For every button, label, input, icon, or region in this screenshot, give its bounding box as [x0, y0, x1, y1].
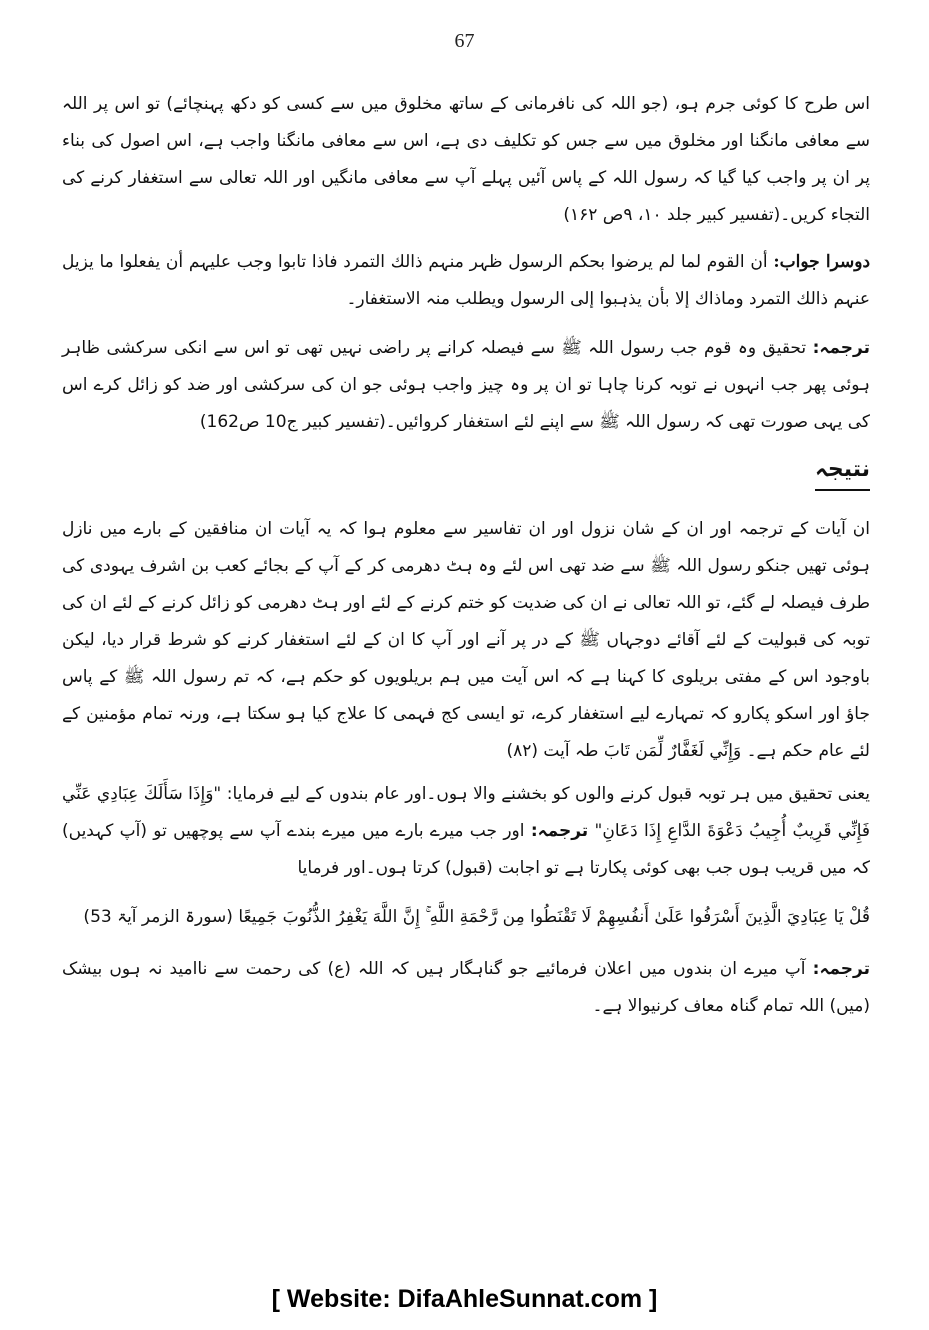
translation-label: ترجمہ:: [812, 338, 870, 358]
zumar-ayah-reference: (سورۃ الزمر آیۃ 53): [83, 907, 233, 927]
zumar-ayah-text: قُلْ يَا عِبَادِيَ الَّذِينَ أَسْرَفُوا عَلَىٰ أَنفُسِهِمْ لَا تَقْنَطُوا مِن رَّحْمَةِ اللَّهِ ۚ إِنَّ اللَّهَ يَغْفِرُ الذُّنُوبَ جَمِيعًا: [238, 907, 870, 927]
forgiveness-translation: اور جب میرے بارے میں میرے بندے آپ سے پوچھیں تو (آپ کہدیں) کہ میں قریب ہوں جب بھی کوئی پکارتا ہے تو اجابت (قبول) کرتا ہوں۔اور فرمایا: [62, 821, 870, 878]
result-text: ان آیات کے ترجمہ اور ان کے شان نزول اور ان تفاسیر سے معلوم ہوا کہ یہ آیات ان منافقین کے بارے میں نازل ہوئی تھیں جنکو رسول اللہ ﷺ سے ضد تھی اس لئے وہ ہٹ دھرمی کر کے آپ کے بجائے کعب بن اشرف یہودی کی طرف فیصلہ لے گئے، تو اللہ تعالی نے ان کی ضدیت کو ختم کرنے کے لئے اور ہٹ دھرمی کو زائل کرنے کے لئے ان کی توبہ کی قبولیت کے لئے آقائے دوجہاں ﷺ کے در پر آنے اور آپ کا ان کے لئے استغفار کرنے کو شرط قرار دیا، لیکن باوجود اس کے مفتی بریلوی کا کہنا ہے کہ اس آیت میں ہم بریلویوں کو حکم ہے، کہ تم رسول اللہ ﷺ کے پاس جاؤ اور اسکو پکارو کہ تمہارے لیے استغفار کرے، تو ایسی کج فہمی کا علاج کیا ہو سکتا ہے، ورنہ تمام مؤمنین کے لئے عام حکم ہے۔: [62, 519, 870, 761]
result-heading: نتیجہ: [815, 453, 870, 491]
paragraph-tafsir-kabir-1: اس طرح کا کوئی جرم ہو، (جو اللہ کی نافرمانی کے ساتھ مخلوق میں سے کسی کو دکھ پہنچائے) تو اس پر اللہ سے معافی مانگنا اور مخلوق میں سے جس کو تکلیف دی ہے، اس سے معافی مانگنا واجب ہے، اس اصول کی بناء پر ان پر واجب کیا گیا کہ رسول اللہ کے پاس آئیں پہلے آپ سے معافی مانگیں اور اللہ تعالی سے استغفار کرنے کی التجاء کریں۔(تفسیر کبیر جلد ۱۰، ۹ص ۱۶۲): [62, 94, 870, 225]
result-heading-wrap: [62, 453, 870, 497]
forgiveness-ayah: "وَإِذَا سَأَلَكَ عِبَادِي عَنِّي فَإِنِّي قَرِيبٌ أُجِيبُ دَعْوَةَ الدَّاعِ إِذَا دَعَانِ": [62, 784, 871, 841]
quran-verse-zumar: [62, 897, 870, 937]
result-ayah: وَإِنِّي لَغَفَّارٌ لِّمَن تَابَ: [603, 741, 742, 761]
result-ayah-reference: طہ آیت (۸۲): [506, 741, 599, 761]
page-body: [62, 86, 870, 1025]
second-answer-label: دوسرا جواب:: [773, 252, 871, 272]
forgiveness-translation-label: ترجمہ:: [530, 821, 589, 841]
paragraph-translation-final: [62, 951, 870, 1025]
forgiveness-text: یعنی تحقیق میں ہر توبہ قبول کرنے والوں کو بخشنے والا ہوں۔اور عام بندوں کے لیے فرمایا:: [226, 784, 871, 804]
translation-text: تحقیق وہ قوم جب رسول اللہ ﷺ سے فیصلہ کرانے پر راضی نہیں تھی تو اس سے انکی سرکشی ظاہر ہوئی پھر جب انہوں نے توبہ کرنا چاہا تو ان پر وہ چیز واجب ہوئی جو ان کی سرکشی اور ضد کو زائل کرے اس کی یہی صورت تھی کہ رسول اللہ ﷺ سے اپنے لئے استغفار کروائیں۔(تفسیر کبیر ج10 ص162): [62, 338, 870, 432]
final-translation-text: آپ میرے ان بندوں میں اعلان فرمائیے جو گناہگار ہیں کہ اللہ (ع) کی رحمت سے ناامید نہ ہوں بیشک (میں) اللہ تمام گناہ معاف کرنیوالا ہے۔: [62, 959, 870, 1016]
paragraph-forgiveness: [62, 776, 870, 887]
paragraph-second-answer: [62, 244, 870, 318]
paragraph-translation-1: [62, 330, 870, 441]
paragraph-result: [62, 511, 870, 770]
website-footer: [ Website: DifaAhleSunnat.com ]: [271, 1285, 658, 1313]
page-number: 67: [454, 30, 475, 52]
second-answer-text: أن القوم لما لم یرضوا بحکم الرسول ظہر منہم ذالك التمرد فاذا تابوا وجب علیہم أن یفعلوا ما یزیل عنہم ذالك التمرد وماذاك إلا بأن یذہبوا إلی الرسول ویطلب منہ الاستغفار۔: [62, 252, 870, 309]
final-translation-label: ترجمہ:: [812, 959, 871, 979]
